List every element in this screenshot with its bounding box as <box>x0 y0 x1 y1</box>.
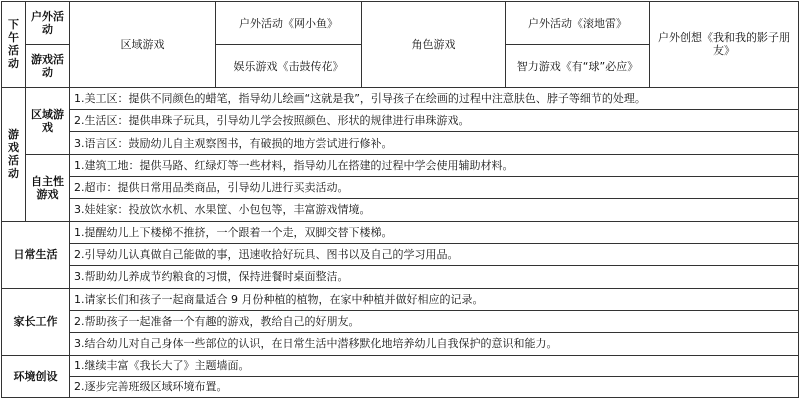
free-game-item: 3.娃娃家：投放饮水机、水果筐、小包包等，丰富游戏情境。 <box>70 199 799 221</box>
daily-life-item: 3.帮助幼儿养成节约粮食的习惯，保持进餐时桌面整洁。 <box>70 266 799 288</box>
environment-item: 2.逐步完善班级区域环境布置。 <box>70 376 799 397</box>
outdoor-activity-label: 户外活动 <box>26 2 70 45</box>
environment-item: 1.继续丰富《我长大了》主题墙面。 <box>70 355 799 376</box>
region-game-cell: 区域游戏 <box>70 2 216 88</box>
outdoor-activity-1: 户外活动《网小鱼》 <box>216 2 362 45</box>
region-item: 2.生活区：提供串珠子玩具，引导幼儿学会按照颜色、形状的规律进行串珠游戏。 <box>70 110 799 132</box>
outdoor-activity-2: 户外活动《滚地雷》 <box>506 2 650 45</box>
entertainment-game: 娱乐游戏《击鼓传花》 <box>216 45 362 87</box>
free-game-label: 自主性游戏 <box>26 154 70 221</box>
outdoor-activity-3: 户外创想《我和我的影子朋友》 <box>650 2 799 88</box>
parent-work-item: 2.帮助孩子一起准备一个有趣的游戏，教给自己的好朋友。 <box>70 310 799 332</box>
role-game-cell: 角色游戏 <box>362 2 506 88</box>
region-game-label: 区域游戏 <box>26 87 70 154</box>
daily-life-label: 日常生活 <box>2 221 70 288</box>
free-game-item: 1.建筑工地：提供马路、红绿灯等一些材料，指导幼儿在搭建的过程中学会使用辅助材料。 <box>70 154 799 176</box>
parent-work-item: 1.请家长们和孩子一起商量适合 9 月份种植的植物，在家中种植并做好相应的记录。 <box>70 288 799 310</box>
afternoon-section-label: 下午活动 <box>2 2 26 88</box>
parent-work-label: 家长工作 <box>2 288 70 355</box>
parent-work-item: 3.结合幼儿对自己身体一些部位的认识，在日常生活中潜移默化地培养幼儿自我保护的意识和能力。 <box>70 333 799 355</box>
free-game-item: 2.超市：提供日常用品类商品，引导幼儿进行买卖活动。 <box>70 177 799 199</box>
environment-label: 环境创设 <box>2 355 70 397</box>
weekly-plan-table <box>1 1 799 398</box>
game-section-label: 游戏活动 <box>2 87 26 221</box>
region-item: 1.美工区：提供不同颜色的蜡笔，指导幼儿绘画“这就是我”，引导孩子在绘画的过程中注意肤色、脖子等细节的处理。 <box>70 87 799 109</box>
game-activity-label: 游戏活动 <box>26 45 70 87</box>
region-item: 3.语言区：鼓励幼儿自主观察图书，有破损的地方尝试进行修补。 <box>70 132 799 154</box>
daily-life-item: 2.引导幼儿认真做自己能做的事，迅速收拾好玩具、图书以及自己的学习用品。 <box>70 243 799 265</box>
daily-life-item: 1.提醒幼儿上下楼梯不推挤，一个跟着一个走，双脚交替下楼梯。 <box>70 221 799 243</box>
intellect-game: 智力游戏《有“球”必应》 <box>506 45 650 87</box>
